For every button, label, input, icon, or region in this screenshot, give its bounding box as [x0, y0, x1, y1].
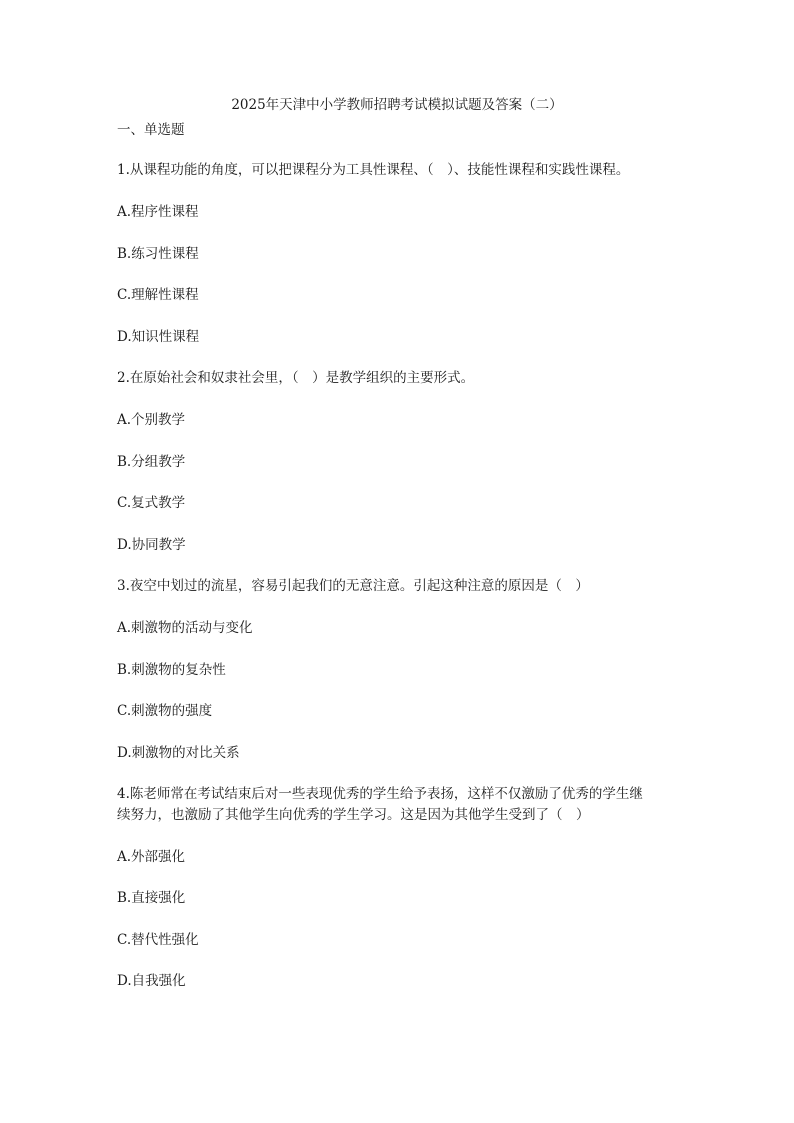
question-4-option-c: C.替代性强化: [117, 932, 199, 948]
question-3-option-d: D.刺激物的对比关系: [117, 745, 240, 761]
question-2-option-b: B.分组教学: [117, 454, 186, 470]
question-4-option-b: B.直接强化: [117, 890, 186, 906]
question-4-option-d: D.自我强化: [117, 973, 186, 989]
question-1-stem: 1.从课程功能的角度，可以把课程分为工具性课程、（ ）、技能性课程和实践性课程。: [117, 162, 630, 178]
document-title: 2025年天津中小学教师招聘考试模拟试题及答案（二）: [231, 97, 563, 113]
question-3-option-c: C.刺激物的强度: [117, 703, 213, 719]
question-1-option-a: A.程序性课程: [117, 204, 199, 220]
question-3-option-a: A.刺激物的活动与变化: [117, 620, 253, 636]
question-1-option-d: D.知识性课程: [117, 329, 200, 345]
question-1-option-c: C.理解性课程: [117, 287, 199, 303]
question-4-stem-line-1: 4.陈老师常在考试结束后对一些表现优秀的学生给予表扬，这样不仅激励了优秀的学生继: [117, 786, 643, 802]
question-1-option-b: B.练习性课程: [117, 246, 199, 262]
question-2-stem: 2.在原始社会和奴隶社会里，（ ）是教学组织的主要形式。: [117, 370, 475, 386]
question-2-option-d: D.协同教学: [117, 537, 186, 553]
question-4-option-a: A.外部强化: [117, 849, 186, 865]
section-heading: 一、单选题: [117, 122, 185, 138]
question-3-option-b: B.刺激物的复杂性: [117, 662, 226, 678]
question-2-option-c: C.复式教学: [117, 495, 186, 511]
question-2-option-a: A.个别教学: [117, 412, 186, 428]
question-4-stem-line-2: 续努力，也激励了其他学生向优秀的学生学习。这是因为其他学生受到了（ ）: [117, 807, 590, 823]
question-3-stem: 3.夜空中划过的流星，容易引起我们的无意注意。引起这种注意的原因是（ ）: [117, 578, 589, 594]
question-4-stem: [117, 784, 677, 826]
